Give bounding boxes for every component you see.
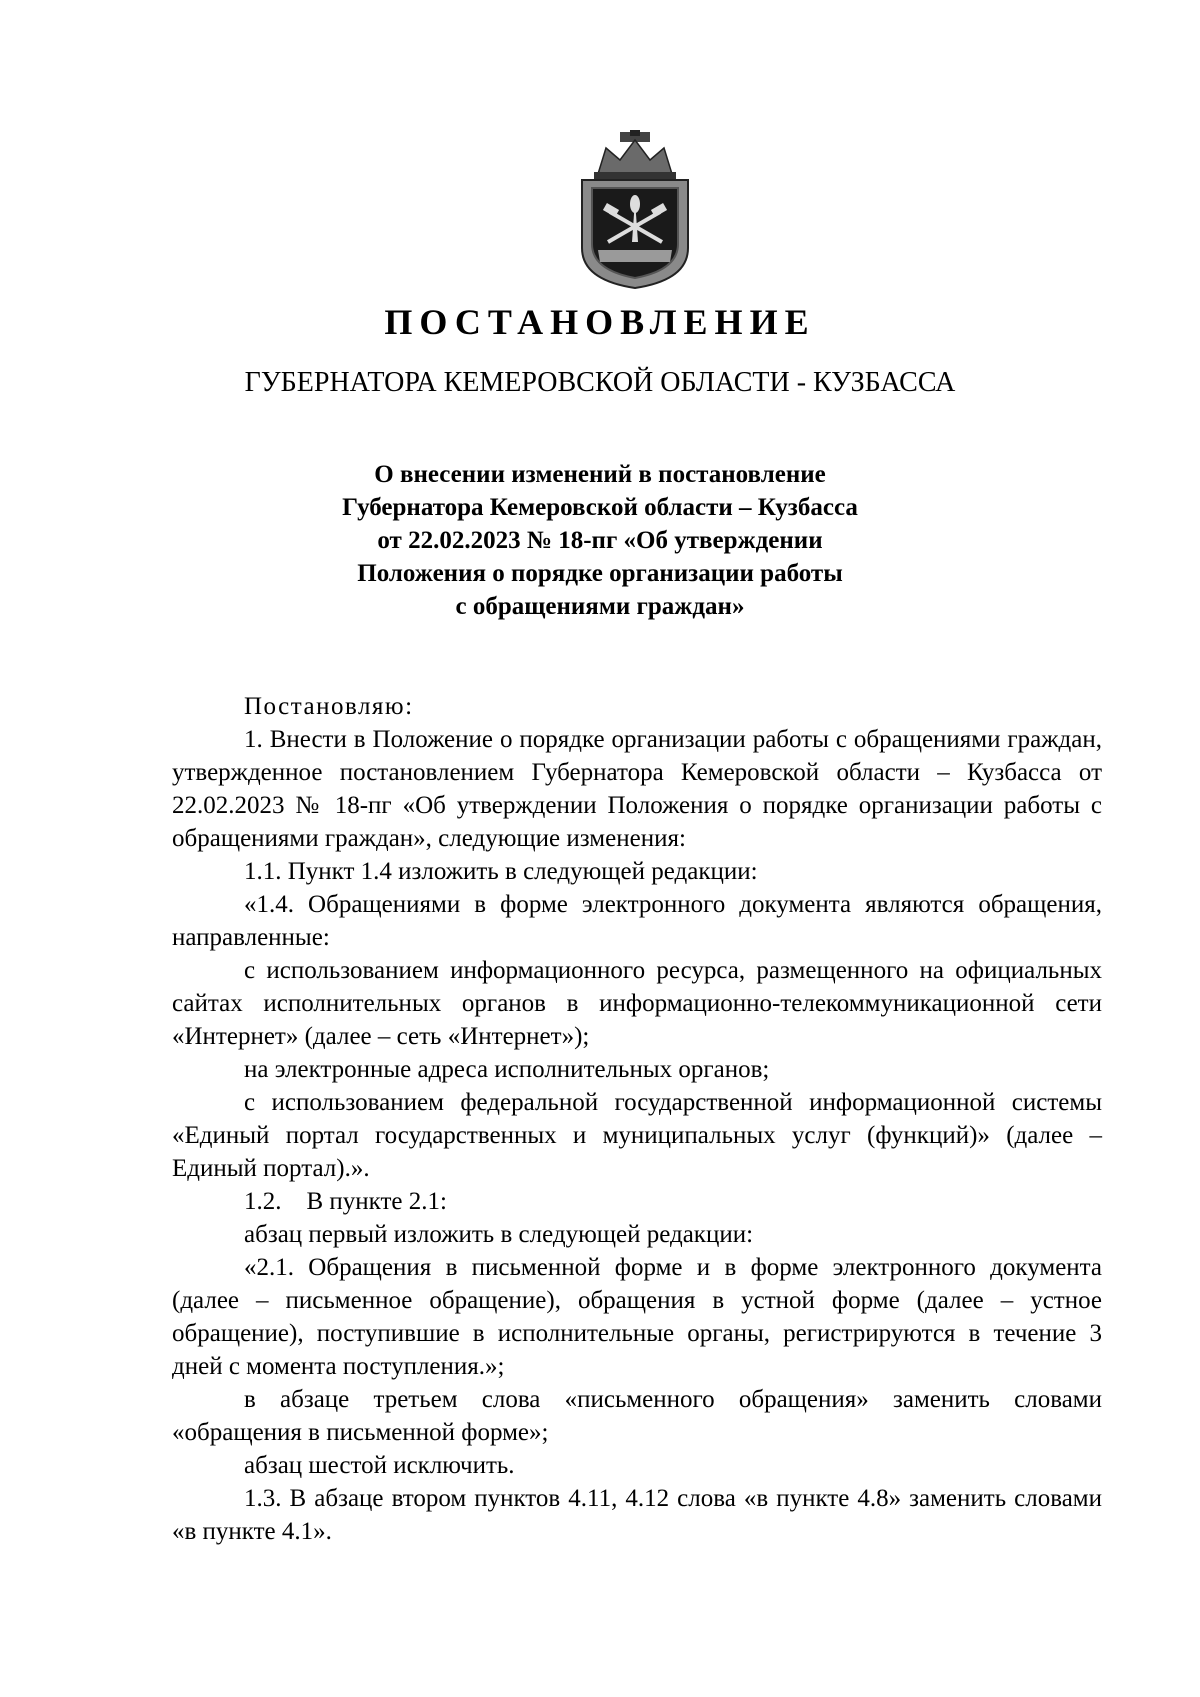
title-line: Положения о порядке организации работы [357, 560, 843, 587]
body-paragraph: «1.4. Обращениями в форме электронного документа являются обращения, направленные: [172, 891, 1102, 951]
document-type: ПОСТАНОВЛЕНИЕ [384, 302, 816, 342]
body-paragraph: абзац шестой исключить. [244, 1452, 515, 1479]
body-paragraph: 1.1. Пункт 1.4 изложить в следующей редакции: [244, 858, 758, 885]
body-paragraph: 1. Внести в Положение о порядке организации работы с обращениями граждан, утвержденное постановлением Губернатора Кемеровской области – Кузбасса от 22.02.2023 № 18-пг «Об утверждении Положения о порядке организации работы с обращениями граждан», следующие изменения: [172, 726, 1102, 852]
body-paragraph: с использованием информационного ресурса, размещенного на официальных сайтах исполнительных органов в информационно-телекоммуникационной сети «Интернет» (далее – сеть «Интернет»); [172, 957, 1102, 1050]
body-paragraph: «2.1. Обращения в письменной форме и в форме электронного документа (далее – письменное обращение), обращения в устной форме (далее – устное обращение), поступившие в исполнительные органы, регистрируются в течение 3 дней с момента поступления.»; [172, 1254, 1102, 1380]
title-line: Губернатора Кемеровской области – Кузбасса [342, 494, 858, 521]
body-paragraph: с использованием федеральной государственной информационной системы «Единый портал государственных и муниципальных услуг (функций)» (далее – Единый портал).». [172, 1089, 1102, 1182]
title-line: О внесении изменений в постановление [374, 461, 826, 488]
document-body [172, 690, 1102, 1548]
body-paragraph: абзац первый изложить в следующей редакции: [244, 1221, 754, 1248]
title-line: с обращениями граждан» [455, 593, 745, 620]
document-title [250, 458, 950, 623]
kemerovo-coat-of-arms-icon [570, 130, 700, 290]
title-line: от 22.02.2023 № 18-пг «Об утверждении [377, 527, 823, 554]
body-paragraph: в абзаце третьем слова «письменного обращения» заменить словами «обращения в письменной форме»; [172, 1386, 1102, 1446]
issuer-line: ГУБЕРНАТОРА КЕМЕРОВСКОЙ ОБЛАСТИ - КУЗБАССА [244, 367, 956, 398]
body-paragraph: 1.2. В пункте 2.1: [244, 1188, 447, 1215]
body-paragraph: на электронные адреса исполнительных органов; [244, 1056, 770, 1083]
body-paragraph: 1.3. В абзаце втором пунктов 4.11, 4.12 слова «в пункте 4.8» заменить словами «в пункте 4.1». [172, 1485, 1102, 1545]
body-paragraph: Постановляю: [244, 693, 414, 720]
